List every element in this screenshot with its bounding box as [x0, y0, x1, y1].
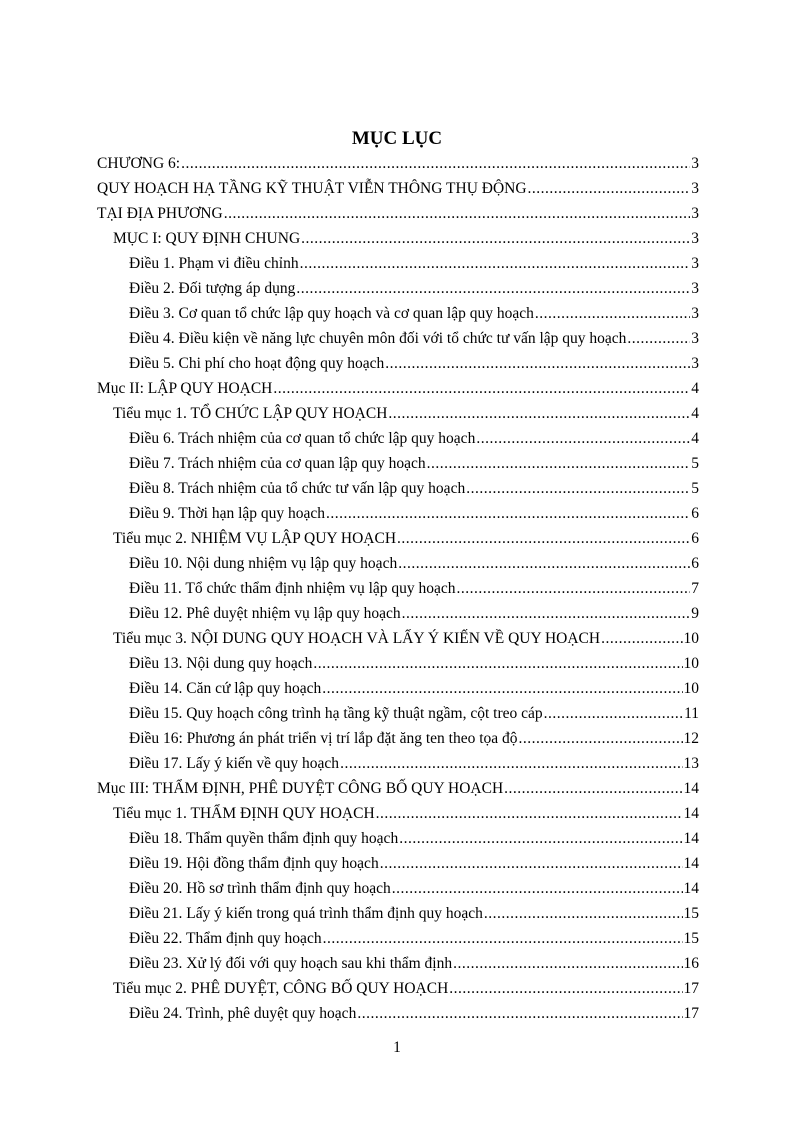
toc-entry[interactable]	[97, 276, 699, 301]
toc-leader-dots	[398, 551, 690, 576]
toc-entry-page: 14	[683, 855, 699, 872]
toc-leader-dots	[504, 776, 682, 801]
toc-leader-dots	[399, 826, 682, 851]
toc-entry-page: 3	[691, 355, 699, 372]
toc-entry-label: Điều 2. Đối tượng áp dụng	[129, 280, 296, 297]
toc-entry-page: 9	[691, 605, 699, 622]
toc-leader-dots	[449, 976, 682, 1001]
toc-entry[interactable]	[97, 976, 699, 1001]
page-number: 1	[393, 1039, 401, 1056]
toc-leader-dots	[224, 201, 691, 226]
toc-entry-label: Điều 20. Hồ sơ trình thẩm định quy hoạch	[129, 880, 391, 897]
page-title: MỤC LỤC	[351, 128, 443, 149]
toc-entry-label: Điều 12. Phê duyệt nhiệm vụ lập quy hoạch	[129, 605, 401, 622]
toc-entry-page: 3	[691, 330, 699, 347]
toc-leader-dots	[181, 151, 690, 176]
toc-leader-dots	[392, 876, 683, 901]
toc-entry[interactable]	[97, 151, 699, 176]
toc-entry[interactable]	[97, 401, 699, 426]
toc-leader-dots	[380, 851, 683, 876]
toc-entry-label: Điều 8. Trách nhiệm của tổ chức tư vấn lập quy hoạch	[129, 480, 466, 497]
toc-entry-page: 10	[683, 680, 699, 697]
toc-entry-label: Điều 5. Chi phí cho hoạt động quy hoạch	[129, 355, 385, 372]
toc-entry[interactable]	[97, 451, 699, 476]
toc-entry-label: Mục III: THẨM ĐỊNH, PHÊ DUYỆT CÔNG BỐ QUY HOẠCH	[97, 780, 504, 797]
toc-entry-page: 12	[683, 730, 699, 747]
toc-entry[interactable]	[97, 801, 699, 826]
toc-entry-page: 13	[683, 755, 699, 772]
toc-leader-dots	[519, 726, 683, 751]
toc-entry-label: Tiểu mục 1. TỔ CHỨC LẬP QUY HOẠCH	[113, 405, 388, 422]
toc-entry-page: 6	[691, 530, 699, 547]
toc-entry-label: Điều 16: Phương án phát triển vị trí lắp đặt ăng ten theo tọa độ	[129, 730, 518, 747]
toc-entry-label: Điều 21. Lấy ý kiến trong quá trình thẩm định quy hoạch	[129, 905, 483, 922]
toc-entry[interactable]	[97, 251, 699, 276]
toc-entry[interactable]	[97, 426, 699, 451]
toc-entry[interactable]	[97, 701, 699, 726]
toc-entry[interactable]	[97, 326, 699, 351]
toc-entry[interactable]	[97, 501, 699, 526]
toc-leader-dots	[627, 326, 690, 351]
toc-entry-label: QUY HOẠCH HẠ TẦNG KỸ THUẬT VIỄN THÔNG THỤ ĐỘNG	[97, 180, 527, 197]
toc-entry-page: 15	[683, 930, 699, 947]
toc-entry-page: 17	[683, 980, 699, 997]
toc-entry[interactable]	[97, 876, 699, 901]
table-of-contents	[97, 151, 699, 1026]
toc-entry-page: 10	[683, 655, 699, 672]
toc-entry-page: 5	[691, 455, 699, 472]
toc-entry[interactable]	[97, 301, 699, 326]
toc-leader-dots	[301, 226, 690, 251]
toc-leader-dots	[313, 651, 682, 676]
toc-entry-label: Tiểu mục 2. PHÊ DUYỆT, CÔNG BỐ QUY HOẠCH	[113, 980, 449, 997]
toc-entry-page: 3	[691, 180, 699, 197]
toc-entry-page: 14	[683, 830, 699, 847]
toc-entry-label: Điều 7. Trách nhiệm của cơ quan lập quy hoạch	[129, 455, 426, 472]
toc-leader-dots	[322, 676, 682, 701]
toc-entry[interactable]	[97, 551, 699, 576]
toc-leader-dots	[457, 576, 691, 601]
toc-entry[interactable]	[97, 776, 699, 801]
toc-entry-label: CHƯƠNG 6:	[97, 155, 181, 172]
toc-leader-dots	[427, 451, 691, 476]
toc-entry-page: 5	[691, 480, 699, 497]
toc-entry-label: Điều 19. Hội đồng thẩm định quy hoạch	[129, 855, 379, 872]
toc-entry-page: 7	[691, 580, 699, 597]
toc-leader-dots	[544, 701, 683, 726]
toc-entry-label: Điều 4. Điều kiện về năng lực chuyên môn đối với tổ chức tư vấn lập quy hoạch	[129, 330, 627, 347]
toc-entry-label: Điều 24. Trình, phê duyệt quy hoạch	[129, 1005, 357, 1022]
toc-leader-dots	[397, 526, 690, 551]
toc-leader-dots	[466, 476, 690, 501]
toc-leader-dots	[296, 276, 690, 301]
toc-entry-label: Tiểu mục 1. THẨM ĐỊNH QUY HOẠCH	[113, 805, 375, 822]
toc-leader-dots	[385, 351, 690, 376]
toc-leader-dots	[476, 426, 690, 451]
toc-entry[interactable]	[97, 176, 699, 201]
toc-leader-dots	[601, 626, 682, 651]
toc-entry-page: 14	[683, 780, 699, 797]
toc-entry-page: 6	[691, 505, 699, 522]
toc-entry-label: Điều 10. Nội dung nhiệm vụ lập quy hoạch	[129, 555, 398, 572]
toc-entry-label: Điều 14. Căn cứ lập quy hoạch	[129, 680, 322, 697]
toc-entry-page: 3	[691, 305, 699, 322]
toc-entry[interactable]	[97, 201, 699, 226]
toc-leader-dots	[453, 951, 682, 976]
toc-leader-dots	[388, 401, 690, 426]
toc-entry-label: Điều 18. Thẩm quyền thẩm định quy hoạch	[129, 830, 399, 847]
toc-entry[interactable]	[97, 476, 699, 501]
toc-entry[interactable]	[97, 601, 699, 626]
toc-entry[interactable]	[97, 951, 699, 976]
toc-entry-label: Điều 9. Thời hạn lập quy hoạch	[129, 505, 326, 522]
toc-leader-dots	[402, 601, 691, 626]
toc-entry-page: 14	[683, 880, 699, 897]
toc-leader-dots	[376, 801, 683, 826]
toc-entry[interactable]	[97, 526, 699, 551]
toc-entry[interactable]	[97, 376, 699, 401]
toc-leader-dots	[326, 501, 690, 526]
toc-entry[interactable]	[97, 576, 699, 601]
toc-entry-label: Điều 15. Quy hoạch công trình hạ tầng kỹ thuật ngầm, cột treo cáp	[129, 705, 543, 722]
toc-leader-dots	[300, 251, 691, 276]
toc-leader-dots	[484, 901, 683, 926]
toc-entry-page: 15	[683, 905, 699, 922]
toc-entry-page: 3	[691, 230, 699, 247]
toc-entry-page: 3	[691, 205, 699, 222]
toc-entry-label: Tiểu mục 2. NHIỆM VỤ LẬP QUY HOẠCH	[113, 530, 397, 547]
toc-leader-dots	[323, 926, 683, 951]
toc-entry[interactable]	[97, 676, 699, 701]
toc-entry-page: 11	[684, 705, 699, 722]
toc-leader-dots	[273, 376, 690, 401]
toc-leader-dots	[528, 176, 691, 201]
toc-entry[interactable]	[97, 1001, 699, 1026]
toc-entry[interactable]	[97, 626, 699, 651]
toc-entry-page: 6	[691, 555, 699, 572]
toc-entry-label: Điều 6. Trách nhiệm của cơ quan tổ chức lập quy hoạch	[129, 430, 476, 447]
toc-entry-page: 4	[691, 405, 699, 422]
toc-entry[interactable]	[97, 751, 699, 776]
toc-entry-page: 4	[691, 380, 699, 397]
toc-entry-label: Điều 11. Tổ chức thẩm định nhiệm vụ lập quy hoạch	[129, 580, 456, 597]
toc-leader-dots	[340, 751, 682, 776]
toc-entry-label: Điều 3. Cơ quan tổ chức lập quy hoạch và cơ quan lập quy hoạch	[129, 305, 534, 322]
toc-entry-label: Tiểu mục 3. NỘI DUNG QUY HOẠCH VÀ LẤY Ý KIẾN VỀ QUY HOẠCH	[113, 630, 601, 647]
toc-entry[interactable]	[97, 826, 699, 851]
toc-entry-label: Điều 1. Phạm vi điều chỉnh	[129, 255, 299, 272]
toc-entry-page: 3	[691, 255, 699, 272]
toc-entry-page: 16	[683, 955, 699, 972]
toc-entry-label: Mục II: LẬP QUY HOẠCH	[97, 380, 273, 397]
toc-entry-label: Điều 17. Lấy ý kiến về quy hoạch	[129, 755, 340, 772]
toc-entry-label: MỤC I: QUY ĐỊNH CHUNG	[113, 230, 301, 247]
toc-leader-dots	[357, 1001, 682, 1026]
toc-leader-dots	[535, 301, 690, 326]
toc-entry-label: TẠI ĐỊA PHƯƠNG	[97, 205, 223, 222]
toc-entry-page: 4	[691, 430, 699, 447]
toc-entry-page: 3	[691, 280, 699, 297]
toc-entry-label: Điều 23. Xử lý đối với quy hoạch sau khi thẩm định	[129, 955, 453, 972]
toc-entry-page: 17	[683, 1005, 699, 1022]
toc-entry[interactable]	[97, 351, 699, 376]
toc-entry-page: 10	[683, 630, 699, 647]
toc-entry-label: Điều 13. Nội dung quy hoạch	[129, 655, 313, 672]
toc-entry-page: 3	[691, 155, 699, 172]
toc-entry[interactable]	[97, 651, 699, 676]
toc-entry[interactable]	[97, 926, 699, 951]
toc-entry[interactable]	[97, 901, 699, 926]
toc-entry[interactable]	[97, 851, 699, 876]
toc-entry-page: 14	[683, 805, 699, 822]
toc-entry[interactable]	[97, 226, 699, 251]
toc-entry-label: Điều 22. Thẩm định quy hoạch	[129, 930, 322, 947]
toc-entry[interactable]	[97, 726, 699, 751]
